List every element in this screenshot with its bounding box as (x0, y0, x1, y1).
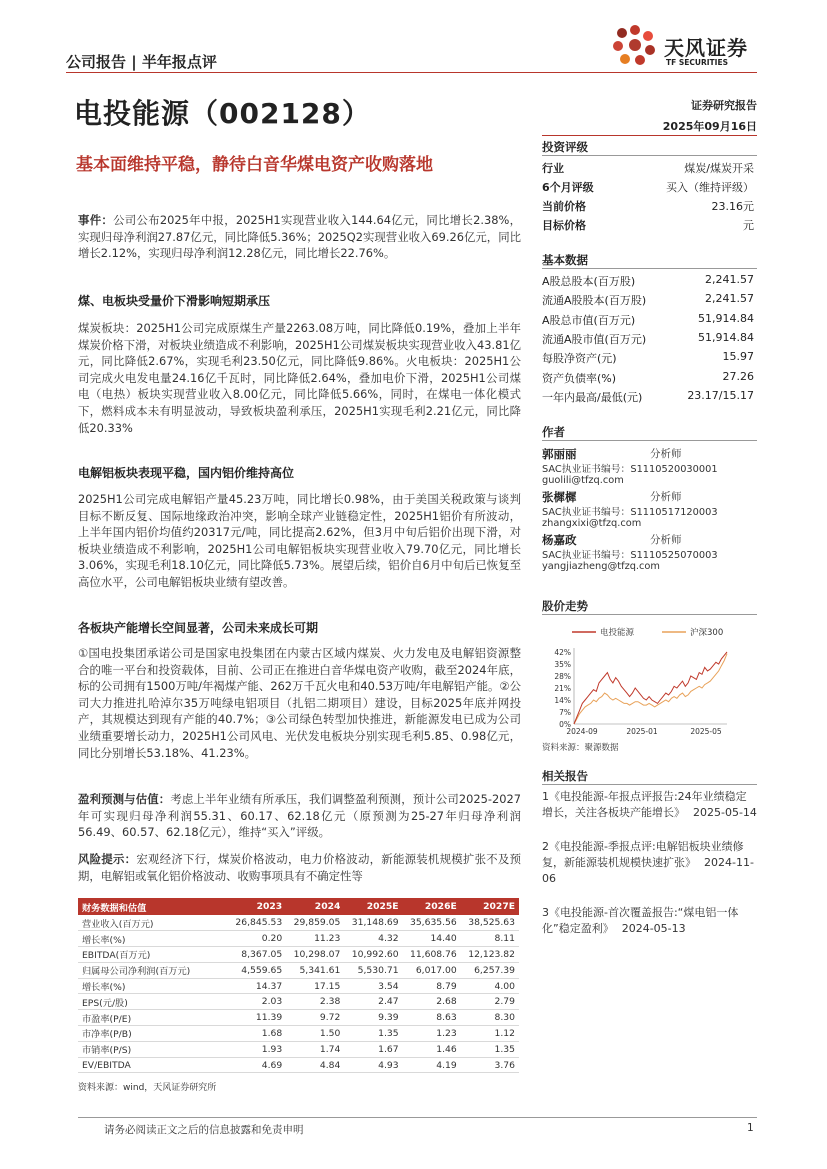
basic-data-row (542, 273, 754, 289)
basic-data-row-key: 资产负债率(%) (542, 371, 617, 385)
brand-logo (612, 22, 762, 72)
rating-row (542, 217, 754, 233)
table-cell: 4,559.65 (228, 962, 286, 978)
report-date: 2025年09月16日 (662, 120, 757, 133)
author-cert: SAC执业证书编号：S1110520030001 (542, 464, 718, 475)
table-row (78, 1057, 519, 1073)
basic-data-row-key: 流通A股市值(百万元) (542, 332, 647, 346)
related-report-date: 2024-11-06 (542, 856, 754, 885)
related-title: 相关报告 (542, 769, 588, 783)
table-cell: 11.23 (286, 931, 344, 947)
basic-data-row-value: 27.26 (722, 369, 754, 383)
y-tick-label: 28% (554, 672, 571, 681)
table-cell: 1.67 (344, 1041, 402, 1057)
x-tick-label: 2025-05 (690, 727, 722, 736)
table-cell: 2.03 (228, 994, 286, 1010)
related-report-date: 2025-05-14 (693, 806, 757, 819)
rating-row (542, 198, 754, 214)
table-cell: 4.93 (344, 1057, 402, 1073)
footer-rule (78, 1117, 757, 1118)
basic-data-row (542, 350, 754, 366)
rating-title: 投资评级 (542, 140, 588, 154)
table-cell: 4.84 (286, 1057, 344, 1073)
table-cell: 9.72 (286, 1010, 344, 1026)
x-tick-label: 2025-01 (626, 727, 658, 736)
table-cell: 14.40 (403, 931, 461, 947)
y-tick-label: 21% (554, 684, 571, 693)
table-row-label: EV/EBITDA (78, 1057, 228, 1073)
table-row-label: 市净率(P/B) (78, 1026, 228, 1042)
author-email[interactable]: guolili@tfzq.com (542, 475, 624, 486)
table-cell: 10,298.07 (286, 947, 344, 963)
table-cell: 8.11 (461, 931, 519, 947)
table-cell: 10,992.60 (344, 947, 402, 963)
y-tick-label: 0% (559, 720, 571, 729)
table-cell: 3.76 (461, 1057, 519, 1073)
author-role: 分析师 (650, 491, 682, 503)
table-cell: 38,525.63 (461, 915, 519, 931)
author-name: 郭丽丽 (542, 447, 577, 461)
section-coal-power-title: 煤、电板块受量价下滑影响短期承压 (78, 294, 271, 308)
forecast-text: 考虑上半年业绩有所承压，我们调整盈利预测，预计公司2025-2027年可实现归母净利润55.31、60.17、62.18亿元（原预测为25-27年归母净利润56.49、60.57、62.18亿元），维持“买入”评级。 (78, 792, 521, 840)
table-cell: 0.20 (228, 931, 286, 947)
basic-data-row-value: 2,241.57 (705, 292, 754, 306)
table-cell: 8.30 (461, 1010, 519, 1026)
table-cell: 1.50 (286, 1026, 344, 1042)
section-aluminium-text: 2025H1公司完成电解铝产量45.23万吨，同比增长0.98%，由于美国关税政策与谈判目标不断反复、国际地缘政治冲突，影响全球产业链稳定性，2025H1铝价有所波动，上半年国内铝价均值约20317元/吨，同比提高2.62%，但3月中旬后铝价出现下滑，对板块业绩造成不利影响，2025H1公司电解铝板块实现营业收入79.70亿元，同比增长3.06%，实现毛利18.10亿元，同比降低5.73%。展望后续，铝价自6月中旬后已恢复至高位水平，公司电解铝板块业绩有望改善。 (78, 492, 521, 589)
table-cell: 4.69 (228, 1057, 286, 1073)
rating-row-value: 煤炭/煤炭开采 (684, 162, 754, 175)
table-cell: 4.32 (344, 931, 402, 947)
rating-row (542, 160, 754, 176)
report-type: 证券研究报告 (691, 99, 757, 112)
table-row-label: EPS(元/股) (78, 994, 228, 1010)
author-role: 分析师 (650, 534, 682, 546)
table-cell: 5,341.61 (286, 962, 344, 978)
table-cell: 2.79 (461, 994, 519, 1010)
table-cell: 11.39 (228, 1010, 286, 1026)
table-row (78, 915, 519, 931)
rating-row-key: 目标价格 (542, 219, 586, 232)
rating-row (542, 179, 754, 195)
risk-text: 宏观经济下行，煤炭价格波动，电力价格波动，新能源装机规模扩张不及预期，电解铝或氧化铝价格波动、收购事项具有不确定性等 (78, 852, 521, 883)
table-cell: 9.39 (344, 1010, 402, 1026)
table-cell: 8.79 (403, 978, 461, 994)
section-growth-title: 各板块产能增长空间显著，公司未来成长可期 (78, 621, 319, 635)
series-line-stock (574, 652, 727, 724)
forecast-paragraph (78, 791, 521, 841)
related-report-title[interactable]: 1《电投能源-年报点评报告:24年业绩稳定增长，关注各板块产能增长》 (542, 790, 747, 819)
related-report-title[interactable]: 2《电投能源-季报点评:电解铝板块业绩修复，新能源装机规模快速扩张》 (542, 840, 744, 869)
section-coal-power-text: 煤炭板块：2025H1公司完成原煤生产量2263.08万吨，同比降低0.19%，叠加上半年煤炭价格下滑，对板块业绩造成不利影响，2025H1公司煤炭板块实现营业收入43.81亿元，同比降低2.67%，实现毛利23.50亿元，同比降低9.86%。火电板块：2025H1公司完成火电发电量24.16亿千瓦时，同比降低2.64%，叠加电价下滑，2025H1公司煤电（电热）板块实现营业收入8.00亿元，同比降低5.66%，同时，在煤电一体化模式下，燃料成本未有明显波动，导致板块盈利承压，2025H1实现毛利2.21亿元，同比降低20.33% (78, 321, 521, 435)
table-cell: 2.38 (286, 994, 344, 1010)
section-aluminium-title: 电解铝板块表现平稳，国内铝价维持高位 (78, 466, 295, 480)
basic-data-title: 基本数据 (542, 253, 588, 267)
brand-name-en: TF SECURITIES (666, 58, 728, 67)
title-rule (542, 135, 757, 136)
table-header-cell: 2025E (344, 898, 402, 915)
rating-row-value: 买入（维持评级） (666, 181, 754, 194)
rating-row-key: 当前价格 (542, 200, 586, 213)
table-row (78, 1041, 519, 1057)
table-header-cell: 2027E (461, 898, 519, 915)
basic-data-row-value: 51,914.84 (698, 311, 754, 325)
legend-label: 沪深300 (690, 628, 724, 638)
authors-rule (542, 440, 757, 441)
table-header-row (78, 898, 519, 915)
basic-data-row-value: 2,241.57 (705, 273, 754, 286)
author-email[interactable]: zhangxixi@tfzq.com (542, 518, 642, 529)
table-row-label: EBITDA(百万元) (78, 947, 228, 963)
y-tick-label: 35% (554, 660, 571, 669)
table-cell: 31,148.69 (344, 915, 402, 931)
company-title: 电投能源（002128） (74, 97, 371, 130)
table-cell: 17.15 (286, 978, 344, 994)
basic-data-row (542, 312, 754, 328)
related-report-title[interactable]: 3《电投能源-首次覆盖报告:“煤电铝一体化”稳定盈利》 (542, 906, 739, 935)
table-cell: 6,257.39 (461, 962, 519, 978)
related-rule (542, 784, 757, 785)
table-row-label: 营业收入(百万元) (78, 915, 228, 931)
legend-label: 电投能源 (600, 628, 635, 638)
basic-data-row-key: 一年内最高/最低(元) (542, 390, 643, 404)
author-role: 分析师 (650, 448, 682, 460)
author-name: 杨嘉政 (542, 533, 577, 547)
table-row (78, 962, 519, 978)
header-rule (66, 72, 757, 73)
chart-rule (542, 614, 757, 615)
table-cell: 1.68 (228, 1026, 286, 1042)
table-header-cell: 2023 (228, 898, 286, 915)
page-number: 1 (747, 1122, 754, 1134)
table-cell: 12,123.82 (461, 947, 519, 963)
author-cert: SAC执业证书编号：S1110525070003 (542, 550, 718, 561)
table-cell: 1.93 (228, 1041, 286, 1057)
table-cell: 4.19 (403, 1057, 461, 1073)
author-email[interactable]: yangjiazheng@tfzq.com (542, 561, 660, 572)
table-cell: 2.47 (344, 994, 402, 1010)
author-cert: SAC执业证书编号：S1110517120003 (542, 507, 718, 518)
rating-row-key: 行业 (542, 162, 564, 175)
event-paragraph (78, 212, 521, 262)
table-cell: 35,635.56 (403, 915, 461, 931)
authors-title: 作者 (542, 425, 565, 439)
table-cell: 1.46 (403, 1041, 461, 1057)
footer-disclaimer: 请务必阅读正文之后的信息披露和免责申明 (104, 1124, 304, 1136)
headline: 基本面维持平稳，静待白音华煤电资产收购落地 (76, 155, 433, 175)
table-cell: 6,017.00 (403, 962, 461, 978)
basic-data-row-value: 23.17/15.17 (687, 388, 754, 402)
related-report-item[interactable] (542, 789, 757, 821)
x-tick-label: 2024-09 (566, 727, 598, 736)
table-cell: 1.74 (286, 1041, 344, 1057)
table-cell: 29,859.05 (286, 915, 344, 931)
rating-row-key: 6个月评级 (542, 181, 594, 194)
rating-row-value: 元 (743, 219, 754, 232)
logo-icon (612, 22, 658, 68)
table-header-cell: 财务数据和估值 (78, 898, 228, 915)
risk-paragraph (78, 851, 521, 884)
table-cell: 1.35 (461, 1041, 519, 1057)
table-header-cell: 2024 (286, 898, 344, 915)
rating-row-value: 23.16元 (711, 200, 754, 213)
basic-data-row-key: 每股净资产(元) (542, 352, 617, 366)
table-row (78, 978, 519, 994)
y-tick-label: 14% (554, 696, 571, 705)
rating-rule (542, 155, 757, 156)
basic-data-row (542, 292, 754, 308)
related-report-item[interactable] (542, 839, 757, 887)
table-cell: 14.37 (228, 978, 286, 994)
basic-data-row-key: 流通A股股本(百万股) (542, 294, 647, 308)
forecast-label: 盈利预测与估值： (78, 792, 171, 806)
table-row-label: 市盈率(P/E) (78, 1010, 228, 1026)
table-row-label: 市销率(P/S) (78, 1041, 228, 1057)
basic-data-row-value: 51,914.84 (698, 330, 754, 344)
section-growth-text: ①国电投集团承诺公司是国家电投集团在内蒙古区域内煤炭、火力发电及电解铝资源整合的唯一平台和投资载体，目前、公司正在推进白音华煤电资产收购，截至2024年底，标的公司拥有1500万吨/年褐煤产能、262万千瓦火电和40.53万吨/年电解铝产能。②公司大力推进扎哈淖尔35万吨绿电铝项目（扎铝二期项目）建设，目标2025年底并网投产，其规模达到现有产能的40.7%；③公司绿色转型加快推进，新能源发电已成为公司业绩重要增长动力，2025H1公司风电、光伏发电板块分别实现毛利5.85、0.98亿元，同比分别增长53.18%、41.23%。 (78, 646, 521, 760)
table-cell: 2.68 (403, 994, 461, 1010)
table-cell: 3.54 (344, 978, 402, 994)
table-row-label: 归属母公司净利润(百万元) (78, 962, 228, 978)
basic-data-rule (542, 268, 757, 269)
basic-data-row-key: A股总市值(百万元) (542, 313, 636, 327)
table-cell: 1.12 (461, 1026, 519, 1042)
table-row (78, 1026, 519, 1042)
table-cell: 8.63 (403, 1010, 461, 1026)
chart-source: 资料来源：聚源数据 (542, 743, 619, 753)
table-cell: 1.35 (344, 1026, 402, 1042)
table-row-label: 增长率(%) (78, 931, 228, 947)
table-cell: 26,845.53 (228, 915, 286, 931)
author-name: 张樨樨 (542, 490, 577, 504)
chart-title: 股价走势 (542, 599, 588, 613)
brand-name-cn: 天风证券 (664, 36, 748, 60)
report-category: 公司报告 | 半年报点评 (66, 53, 217, 71)
related-report-item[interactable] (542, 905, 757, 937)
table-header-cell: 2026E (403, 898, 461, 915)
basic-data-row-value: 15.97 (722, 350, 754, 364)
financial-table (78, 898, 519, 1073)
table-cell: 11,608.76 (403, 947, 461, 963)
table-row (78, 994, 519, 1010)
table-cell: 4.00 (461, 978, 519, 994)
y-tick-label: 42% (554, 648, 571, 657)
table-row-label: 增长率(%) (78, 978, 228, 994)
related-report-date: 2024-05-13 (621, 922, 686, 935)
risk-label: 风险提示： (78, 852, 137, 866)
table-cell: 5,530.71 (344, 962, 402, 978)
table-cell: 1.23 (403, 1026, 461, 1042)
y-tick-label: 7% (559, 708, 571, 717)
event-text: 公司公布2025年中报，2025H1实现营业收入144.64亿元，同比增长2.38%，实现归母净利润27.87亿元，同比降低5.36%；2025Q2实现营业收入69.26亿元，同比增长2.12%，实现归母净利润12.28亿元，同比增长22.76%。 (78, 213, 521, 261)
table-source: 资料来源：wind，天风证券研究所 (78, 1083, 217, 1093)
basic-data-row (542, 370, 754, 386)
table-row (78, 947, 519, 963)
event-label: 事件： (78, 213, 114, 227)
table-row (78, 1010, 519, 1026)
table-cell: 8,367.05 (228, 947, 286, 963)
table-row (78, 931, 519, 947)
basic-data-row-key: A股总股本(百万股) (542, 275, 636, 288)
basic-data-row (542, 331, 754, 347)
basic-data-row (542, 389, 754, 405)
price-chart (542, 620, 757, 740)
